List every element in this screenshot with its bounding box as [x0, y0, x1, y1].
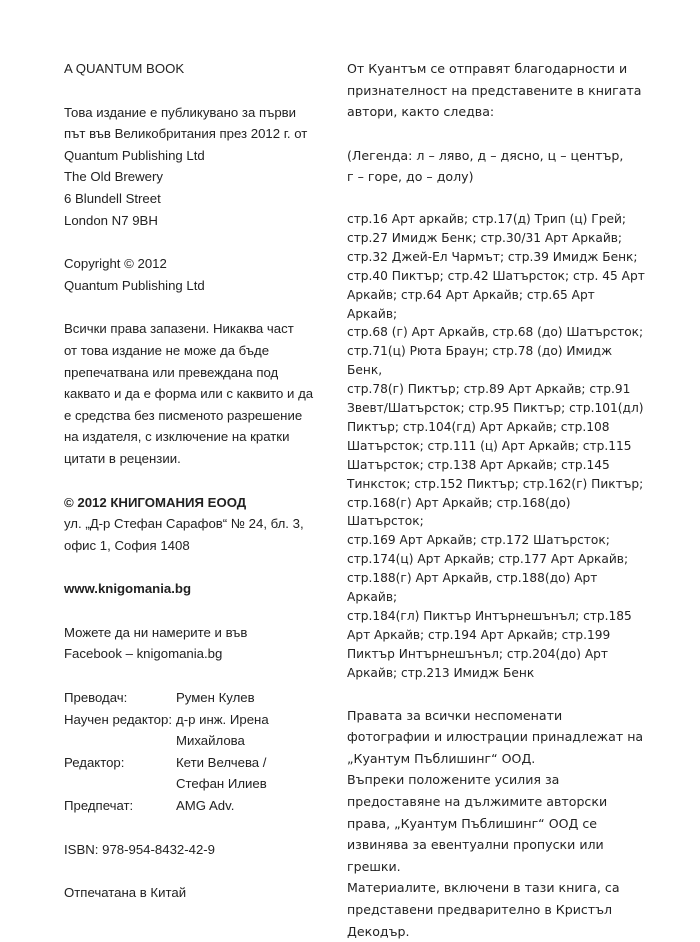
rights-line: на издателя, с изключение на кратки — [64, 429, 290, 445]
publication-line: Quantum Publishing Ltd — [64, 147, 205, 163]
rights-line: цитати в рецензии. — [64, 450, 181, 466]
credit-name: AMG Adv. — [176, 798, 235, 814]
rights-note-line: предоставяне на дължимите авторски — [347, 794, 608, 809]
rights-line: каквато и да е форма или с каквито и да — [64, 386, 314, 402]
thanks-note — [347, 58, 647, 123]
picture-credit-line: стр.188(г) Арт Аркайв, стр.188(до) Арт Аркайв; — [347, 571, 598, 605]
picture-credit-line: Шатърсток; стр.111 (ц) Арт Аркайв; стр.115 — [347, 438, 632, 453]
credit-role: Преводач: — [64, 690, 128, 706]
left-column — [64, 58, 326, 904]
rights-note-line: грешки. — [347, 858, 401, 874]
address-line: офис 1, София 1408 — [64, 537, 190, 553]
rights-reserved-note — [64, 318, 326, 469]
rights-line: препечатвана или превеждана под — [64, 364, 279, 380]
picture-credit-line: стр.68 (г) Арт Аркайв, стр.68 (до) Шатърсток; — [347, 325, 644, 340]
picture-credit-line: стр.16 Арт аркайв; стр.17(д) Трип (ц) Грей; — [347, 211, 627, 226]
publication-note — [64, 102, 326, 232]
rights-line: е средства без писменото разрешение — [64, 407, 303, 423]
picture-credits — [347, 210, 647, 683]
copyright-line: Quantum Publishing Ltd — [64, 277, 205, 293]
address-line: ул. „Д-р Стефан Сарафов“ № 24, бл. 3, — [64, 516, 304, 532]
facebook-note — [64, 622, 326, 665]
facebook-line: Можете да ни намерите и във — [64, 624, 248, 640]
publisher-name: © 2012 КНИГОМАНИЯ ЕООД — [64, 494, 247, 510]
picture-credit-line: стр.78(г) Пиктър; стр.89 Арт Аркайв; стр.91 — [347, 382, 631, 397]
copyright-line: Copyright © 2012 — [64, 256, 167, 272]
rights-note-line: Въпреки положените усилия за — [347, 772, 560, 788]
credits-table — [64, 687, 326, 817]
rights-line: Всички права запазени. Никаква част — [64, 321, 294, 337]
credit-name — [176, 752, 326, 795]
credit-role: Предпечат: — [64, 798, 134, 814]
credit-name-line: д-р инж. Ирена — [176, 711, 269, 727]
isbn: ISBN: 978-954-8432-42-9 — [64, 841, 216, 857]
publication-line: London N7 9BH — [64, 212, 158, 228]
thanks-line: От Куантъм се отправят благодарности и — [347, 61, 628, 76]
picture-credit-line: Шатърсток; стр.138 Арт Аркайв; стр.145 — [347, 457, 610, 472]
picture-credit-line: стр.169 Арт Аркайв; стр.172 Шатърсток; — [347, 533, 610, 548]
picture-credit-line: стр.27 Имидж Бенк; стр.30/31 Арт Аркайв; — [347, 230, 623, 245]
rights-note-line: Материалите, включени в тази книга, са — [347, 880, 620, 896]
rights-note-line: права, „Куантум Пъблишинг“ ООД се — [347, 815, 598, 831]
rights-note-line: Декодър. — [347, 923, 410, 939]
rights-note-line: „Куантум Пъблишинг“ ООД. — [347, 750, 536, 766]
rights-note-line: фотографии и илюстрации принадлежат на — [347, 729, 644, 745]
picture-credit-line: стр.32 Джей-Ел Чармът; стр.39 Имидж Бенк; — [347, 249, 638, 264]
right-column — [347, 58, 647, 942]
credit-name-line: Кети Велчева / — [176, 754, 267, 770]
publisher-block — [64, 492, 326, 557]
rights-line: от това издание не може да бъде — [64, 342, 270, 358]
credit-name: Румен Кулев — [176, 690, 255, 706]
picture-credit-line: Пиктър Интърнешънъл; стр.204(до) Арт — [347, 646, 608, 661]
printed-in: Отпечатана в Китай — [64, 885, 187, 901]
legend-line: (Легенда: л – ляво, д – дясно, ц – център, — [347, 147, 624, 163]
picture-credit-line: стр.71(ц) Рюта Браун; стр.78 (до) Имидж Бенк, — [347, 344, 613, 378]
rights-note-line: представени предварително в Кристъл — [347, 901, 613, 917]
legend-note — [347, 145, 647, 188]
copyright-note — [64, 253, 326, 296]
picture-credit-line: Тинксток; стр.152 Пиктър; стр.162(г) Пиктър; — [347, 476, 644, 491]
legend-line: г – горе, до – долу) — [347, 169, 474, 185]
thanks-line: признателност на представените в книгата — [347, 82, 642, 98]
credit-name — [176, 709, 326, 752]
publication-line: Това издание е публикувано за първи — [64, 104, 297, 120]
credit-role: Научен редактор: — [64, 711, 173, 727]
website-link: www.knigomania.bg — [64, 581, 192, 597]
picture-credit-line: стр.174(ц) Арт Аркайв; стр.177 Арт Аркайв; — [347, 552, 629, 567]
publication-line: 6 Blundell Street — [64, 190, 161, 206]
rights-note-line: Правата за всички неспоменати — [347, 707, 563, 723]
picture-credit-line: стр.168(г) Арт Аркайв; стр.168(до) Шатърсток; — [347, 495, 571, 529]
rights-note — [347, 705, 647, 942]
picture-credit-line: стр.184(гл) Пиктър Интърнешънъл; стр.185 — [347, 609, 632, 623]
credit-role: Редактор: — [64, 754, 125, 770]
imprint-line: A QUANTUM BOOK — [64, 61, 185, 76]
thanks-line: автори, както следва: — [347, 104, 495, 120]
picture-credit-line: Пиктър; стр.104(гд) Арт Аркайв; стр.108 — [347, 419, 610, 434]
credit-name-line: Стефан Илиев — [176, 776, 267, 792]
publication-line: The Old Brewery — [64, 169, 163, 185]
picture-credit-line: стр.40 Пиктър; стр.42 Шатърсток; стр. 45 Арт — [347, 268, 645, 283]
picture-credit-line: Аркайв; стр.213 Имидж Бенк — [347, 665, 535, 680]
rights-note-line: извинява за евентуални пропуски или — [347, 837, 604, 853]
picture-credit-line: Арт Аркайв; стр.194 Арт Аркайв; стр.199 — [347, 627, 611, 642]
picture-credit-line: Звевт/Шатърсток; стр.95 Пиктър; стр.101(дл) — [347, 401, 644, 416]
picture-credit-line: Аркайв; стр.64 Арт Аркайв; стр.65 Арт Аркайв; — [347, 287, 595, 321]
publication-line: път във Великобритания през 2012 г. от — [64, 126, 308, 142]
credit-name-line: Михайлова — [176, 733, 245, 749]
facebook-line: Facebook – knigomania.bg — [64, 646, 223, 662]
